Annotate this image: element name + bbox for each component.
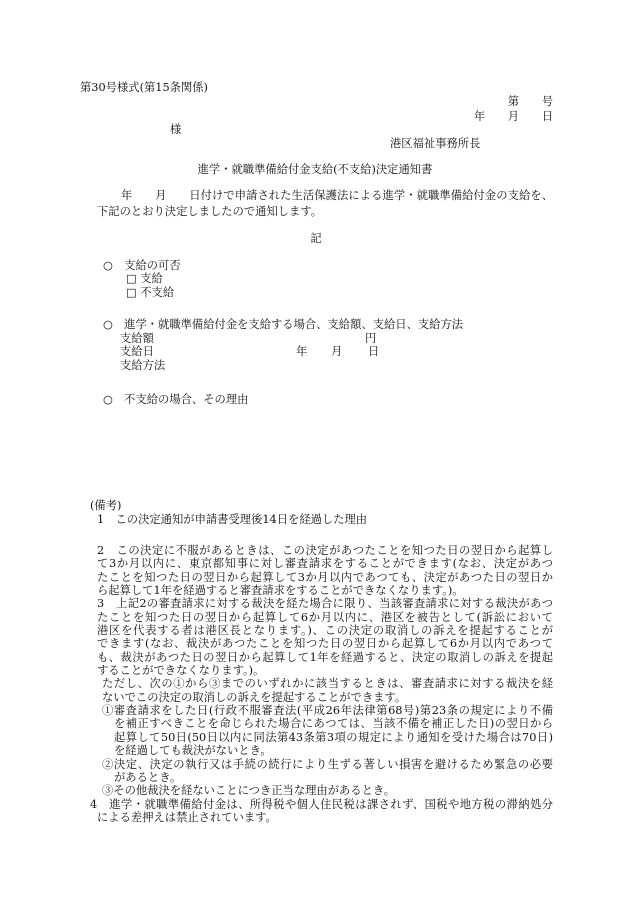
- note-3-line: 3 上記2の審査請求に対する裁決を経た場合に限り、当該審査請求に対する裁決があつ: [97, 597, 553, 611]
- note-4-line: による差押えは禁止されています。: [97, 810, 277, 824]
- note-4: [0, 798, 630, 825]
- proviso-item-2-line: ②決定、決定の執行又は手続の続行により生ずる著しい損害を避けるため緊急の必要: [102, 757, 553, 771]
- intro-line-2: 下記のとおり決定しましたので通知します。: [97, 205, 323, 218]
- note-3: [0, 597, 630, 677]
- note-3-line: も、裁決があつた日の翌日から起算して1年を経過すると、決定の取消しの訴えを提起: [97, 650, 553, 664]
- recipient-name-field: 様: [170, 123, 182, 136]
- document-number-field: 第 号: [507, 95, 553, 108]
- approval-option-grant: □ 支給: [126, 272, 163, 285]
- note-3-line: たことを知つた日の翌日から起算して6か月以内に、港区を被告として(訴訟において: [97, 610, 553, 624]
- proviso-item-1-line: ①審査請求をした日(行政不服審査法(平成26年法律第68号)第23条の規定により不備: [102, 704, 553, 718]
- payment-date-day: 日: [368, 345, 380, 358]
- note-3-line: 港区を代表する者は港区長となります。)、この決定の取消しの訴えを提起することが: [97, 624, 553, 638]
- note-3-proviso: [0, 677, 630, 704]
- issuer-name: 港区福祉事務所長: [390, 137, 481, 150]
- proviso-item-2-line: があるとき。: [114, 770, 182, 784]
- proviso-item-1: [0, 704, 630, 757]
- ki-marker: 記: [310, 232, 322, 245]
- proviso-item-2: [0, 758, 630, 785]
- form-number-label: 第30号様式(第15条関係): [80, 81, 208, 94]
- note-2-line: ら起算して1年を経過すると審査請求をすることができなくなります。)。: [97, 584, 464, 598]
- notes-body: [0, 544, 630, 824]
- proviso-line: ないでこの決定の取消しの訴えを提起することができます。: [102, 690, 407, 704]
- payment-date-month: 月: [331, 345, 343, 358]
- intro-line-1: 年 月 日付けで申請された生活保護法による進学・就職準備給付金の支給を、: [121, 189, 553, 202]
- payment-amount-unit: 円: [365, 332, 377, 345]
- payment-date-label: 支給日: [120, 345, 154, 358]
- proviso-item-3-line: ③その他裁決を経ないことにつき正当な理由があるとき。: [102, 784, 396, 798]
- note-3-line: することができなくなります。)。: [97, 664, 265, 678]
- note-3-line: できます(なお、裁決があつたことを知つた日の翌日から起算して6か月以内であつて: [97, 637, 553, 651]
- proviso-line: ただし、次の①から③までのいずれかに該当するときは、審査請求に対する裁決を経: [102, 677, 553, 691]
- proviso-item-3: [0, 784, 630, 797]
- approval-option-deny: □ 不支給: [126, 286, 175, 299]
- proviso-item-1-line: を補正すべきことを命じられた場合にあつては、当該不備を補正した日)の翌日から: [114, 717, 553, 731]
- note-2: [0, 544, 630, 597]
- proviso-item-1-line: 起算して50日(50日以内に同法第43条第3項の規定により通知を受けた場合は70日): [114, 730, 553, 744]
- issue-date-field: 年 月 日: [473, 110, 553, 123]
- document-title: 進学・就職準備給付金支給(不支給)決定通知書: [197, 163, 433, 176]
- payment-heading: ○ 進学・就職準備給付金を支給する場合、支給額、支給日、支給方法: [103, 318, 464, 331]
- payment-amount-label: 支給額: [120, 332, 154, 345]
- proviso-item-1-line: を経過しても裁決がないとき。: [114, 744, 272, 758]
- note-2-line: て3か月以内に、東京都知事に対し審査請求をすることができます(なお、決定があつ: [97, 557, 553, 571]
- payment-date-year: 年: [296, 345, 308, 358]
- note-2-line: 2 この決定に不服があるときは、この決定があつたことを知つた日の翌日から起算し: [97, 544, 553, 557]
- payment-method-label: 支給方法: [120, 359, 166, 372]
- note-1: 1 この決定通知が申請書受理後14日を経過した理由: [97, 513, 368, 526]
- note-4-line: 4 進学・就職準備給付金は、所得税や個人住民税は課されず、国税や地方税の滞納処分: [90, 797, 553, 811]
- note-2-line: たことを知つた日の翌日から起算して3か月以内であつても、決定があつた日の翌日か: [97, 570, 553, 584]
- rejection-heading: ○ 不支給の場合、その理由: [103, 393, 249, 406]
- approval-heading: ○ 支給の可否: [103, 259, 181, 272]
- notes-heading: (備考): [90, 499, 122, 512]
